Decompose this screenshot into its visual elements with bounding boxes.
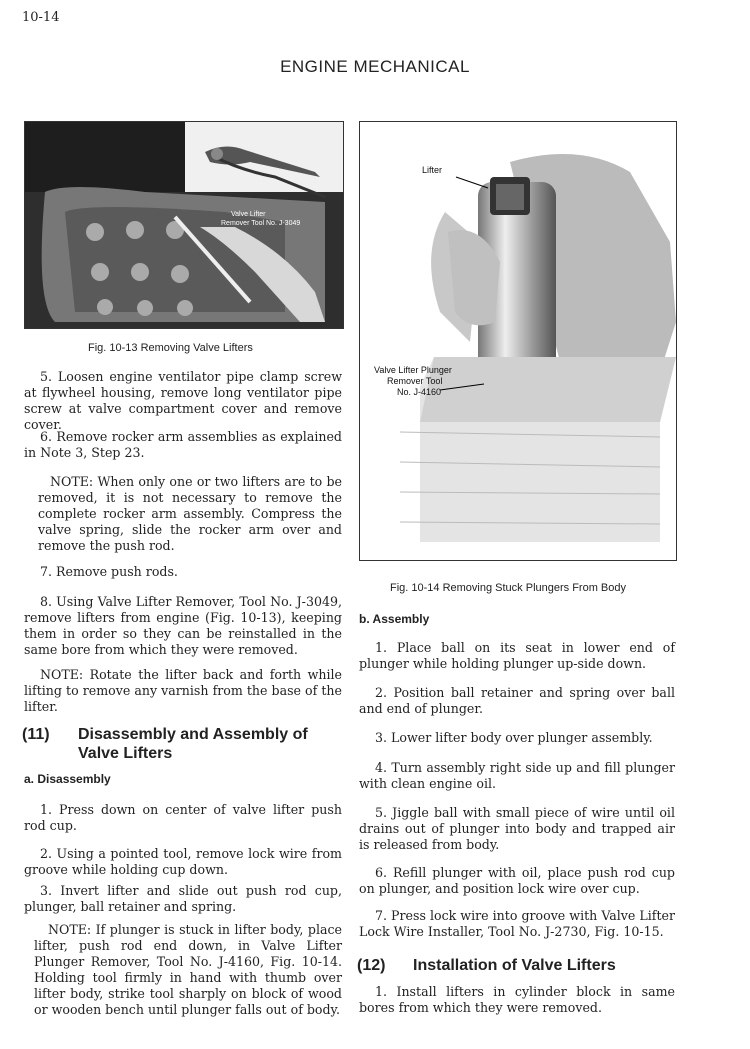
subsection-b: b. Assembly xyxy=(359,612,430,626)
fig13-label-line2: Remover Tool No. J-3049 xyxy=(221,220,301,227)
figure-10-13 xyxy=(24,121,344,329)
note-2: NOTE: Rotate the lifter back and forth while lifting to remove any varnish from the base of the lifter. xyxy=(24,667,342,714)
assembly-step-3: 3. Lower lifter body over plunger assembly. xyxy=(375,730,653,745)
assembly-step-7: 7. Press lock wire into groove with Valve Lifter Lock Wire Installer, Tool No. J-2730, Fig. 10-15. xyxy=(359,908,675,939)
note-3: NOTE: If plunger is stuck in lifter body, place lifter, push rod end down, in Valve Lifter Plunger Remover, Tool No. J-4160, Fig. 10-14. Holding tool firmly in hand with thumb over lifter body, strike tool sharply on block of wood or wooden bench until plunger falls out of body. xyxy=(34,922,342,1017)
installation-step-1: 1. Install lifters in cylinder block in same bores from which they were removed. xyxy=(359,984,675,1015)
page-header: ENGINE MECHANICAL xyxy=(280,57,470,76)
fig14-plunger-label-line2: Remover Tool xyxy=(387,376,443,386)
assembly-step-6: 6. Refill plunger with oil, place push rod cup on plunger, and position lock wire over cup. xyxy=(359,865,675,896)
step-8: 8. Using Valve Lifter Remover, Tool No. J-3049, remove lifters from engine (Fig. 10-13), keeping them in order so they can be reinstalled in the same bore from which they were removed. xyxy=(24,594,342,657)
section-11-title-line2: Valve Lifters xyxy=(78,745,173,762)
plunger-tool-photo xyxy=(360,122,676,560)
step-7: 7. Remove push rods. xyxy=(40,564,178,579)
section-11-title-line1: Disassembly and Assembly of xyxy=(78,726,308,743)
fig13-label-line1: Valve Lifter xyxy=(231,211,266,218)
subsection-a: a. Disassembly xyxy=(24,772,111,786)
step-5: 5. Loosen engine ventilator pipe clamp screw at flywheel housing, remove long ventilator pipe screw at valve compartment cover and remove cover. xyxy=(24,369,342,432)
fig14-lifter-label: Lifter xyxy=(422,165,443,175)
assembly-step-1: 1. Place ball on its seat in lower end of plunger while holding plunger up-side down. xyxy=(359,640,675,671)
note-1: NOTE: When only one or two lifters are to be removed, it is not necessary to remove the complete rocker arm assembly. Compress the valve spring, slide the rocker arm over and remove the push rod. xyxy=(38,474,342,553)
section-12-title: Installation of Valve Lifters xyxy=(413,957,616,974)
fig14-plunger-label-line1: Valve Lifter Plunger xyxy=(374,365,452,375)
fig14-plunger-label-line3: No. J-4160 xyxy=(397,387,442,397)
figure-10-13-caption: Fig. 10-13 Removing Valve Lifters xyxy=(88,342,253,354)
disassembly-step-2: 2. Using a pointed tool, remove lock wire from groove while holding cup down. xyxy=(24,846,342,877)
assembly-step-5: 5. Jiggle ball with small piece of wire until oil drains out of plunger into body and trapped air is released from body. xyxy=(359,805,675,852)
disassembly-step-1: 1. Press down on center of valve lifter push rod cup. xyxy=(24,802,342,833)
figure-10-14 xyxy=(359,121,677,561)
step-6: 6. Remove rocker arm assemblies as explained in Note 3, Step 23. xyxy=(24,429,342,460)
assembly-step-4: 4. Turn assembly right side up and fill plunger with clean engine oil. xyxy=(359,760,675,791)
figure-10-14-caption: Fig. 10-14 Removing Stuck Plungers From Body xyxy=(390,582,626,594)
section-12-number: (12) xyxy=(357,957,386,974)
section-11-number: (11) xyxy=(22,726,50,743)
assembly-step-2: 2. Position ball retainer and spring over ball and end of plunger. xyxy=(359,685,675,716)
disassembly-step-3: 3. Invert lifter and slide out push rod cup, plunger, ball retainer and spring. xyxy=(24,883,342,914)
page-number: 10-14 xyxy=(22,10,60,25)
